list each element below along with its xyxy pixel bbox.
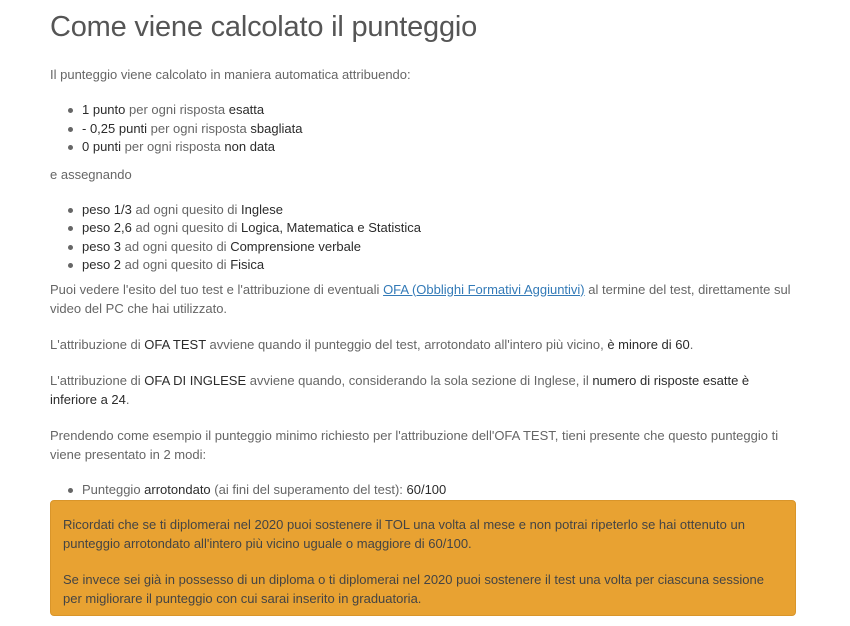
answer-type: non data xyxy=(224,139,275,154)
list-item xyxy=(82,120,796,139)
content xyxy=(50,0,796,606)
ofa-test-condition: è minore di 60 xyxy=(607,336,690,352)
weight-value: peso 2 xyxy=(82,257,122,272)
intro-text: Il punteggio viene calcolato in maniera automatica attribuendo: xyxy=(50,67,411,82)
example-paragraph: Prendendo come esempio il punteggio minimo richiesto per l'attribuzione dell'OFA TEST, tieni presente che questo punteggio ti viene presentato in 2 modi: xyxy=(50,427,779,462)
ofa-text-before: Puoi vedere l'esito del tuo test e l'attribuzione di eventuali xyxy=(50,281,384,297)
weight-value: peso 2,6 xyxy=(82,220,132,235)
list-text: ad ogni quesito di xyxy=(131,220,242,235)
paragraph-text: . xyxy=(125,391,130,407)
ofa-english-condition: numero di risposte esatte è inferiore a 24 xyxy=(50,372,750,407)
paragraph-text: avviene quando il punteggio del test, arrotondato all'intero più vicino, xyxy=(205,336,608,352)
score-value: 0 punti xyxy=(82,139,122,154)
ofa-test-paragraph xyxy=(50,335,796,354)
ofa-link[interactable]: OFA (Obblighi Formativi Aggiuntivi) xyxy=(383,281,585,297)
list-item xyxy=(82,481,796,500)
list-item xyxy=(82,219,796,238)
mode-name: arrotondato xyxy=(144,481,211,497)
list-text: Punteggio xyxy=(82,481,145,497)
alert-text-1: Ricordati che se ti diplomerai nel 2020 puoi sostenere il TOL una volta al mese e non potrai ripeterlo se hai ottenuto un punteggio arrotondato all'intero più vicino uguale o maggiore di 60/100. xyxy=(63,517,745,551)
subject-name: Fisica xyxy=(230,257,265,272)
list-text: per ogni risposta xyxy=(125,102,229,117)
list-text: ad ogni quesito di xyxy=(131,201,242,217)
list-text: ad ogni quesito di xyxy=(121,238,231,254)
list-item xyxy=(82,201,796,220)
subject-name: Inglese xyxy=(241,201,283,217)
assign-label: e assegnando xyxy=(50,166,132,182)
weight-value: peso 3 xyxy=(82,238,122,254)
ofa-paragraph xyxy=(50,280,796,318)
ofa-english-label: OFA DI INGLESE xyxy=(144,372,247,388)
weight-value: peso 1/3 xyxy=(82,201,132,217)
weights-list xyxy=(50,201,796,275)
answer-type: sbagliata xyxy=(250,120,303,136)
answer-type: esatta xyxy=(228,102,265,117)
alert-text-2: Se invece sei già in possesso di un diploma o ti diplomerai nel 2020 puoi sostenere il test una volta per ciascuna sessione per migliorare il punteggio con cui sarai inserito in graduatoria. xyxy=(63,572,764,606)
list-item xyxy=(82,256,796,275)
mode-score: 60/100 xyxy=(406,481,447,497)
ofa-english-paragraph xyxy=(50,371,796,409)
list-item xyxy=(82,101,796,120)
scoring-list xyxy=(50,101,796,157)
paragraph-text: L'attribuzione di xyxy=(50,336,145,352)
list-text: (ai fini del superamento del test): xyxy=(210,481,407,497)
warning-alert xyxy=(50,500,796,616)
paragraph-text: . xyxy=(689,336,694,352)
list-item xyxy=(82,238,796,257)
score-value: 1 punto xyxy=(82,102,126,117)
ofa-text-after: al termine del test, direttamente sul video del PC che hai utilizzato. xyxy=(50,281,791,316)
list-text: ad ogni quesito di xyxy=(121,257,231,272)
list-text: per ogni risposta xyxy=(147,120,251,136)
list-text: per ogni risposta xyxy=(121,139,225,154)
score-value: - 0,25 punti xyxy=(82,120,148,136)
subject-name: Comprensione verbale xyxy=(230,238,361,254)
paragraph-text: avviene quando, considerando la sola sezione di Inglese, il xyxy=(246,372,593,388)
subject-name: Logica, Matematica e Statistica xyxy=(241,220,421,235)
paragraph-text: L'attribuzione di xyxy=(50,372,145,388)
page-title: Come viene calcolato il punteggio xyxy=(50,11,478,43)
ofa-test-label: OFA TEST xyxy=(144,336,206,352)
list-item xyxy=(82,138,796,157)
